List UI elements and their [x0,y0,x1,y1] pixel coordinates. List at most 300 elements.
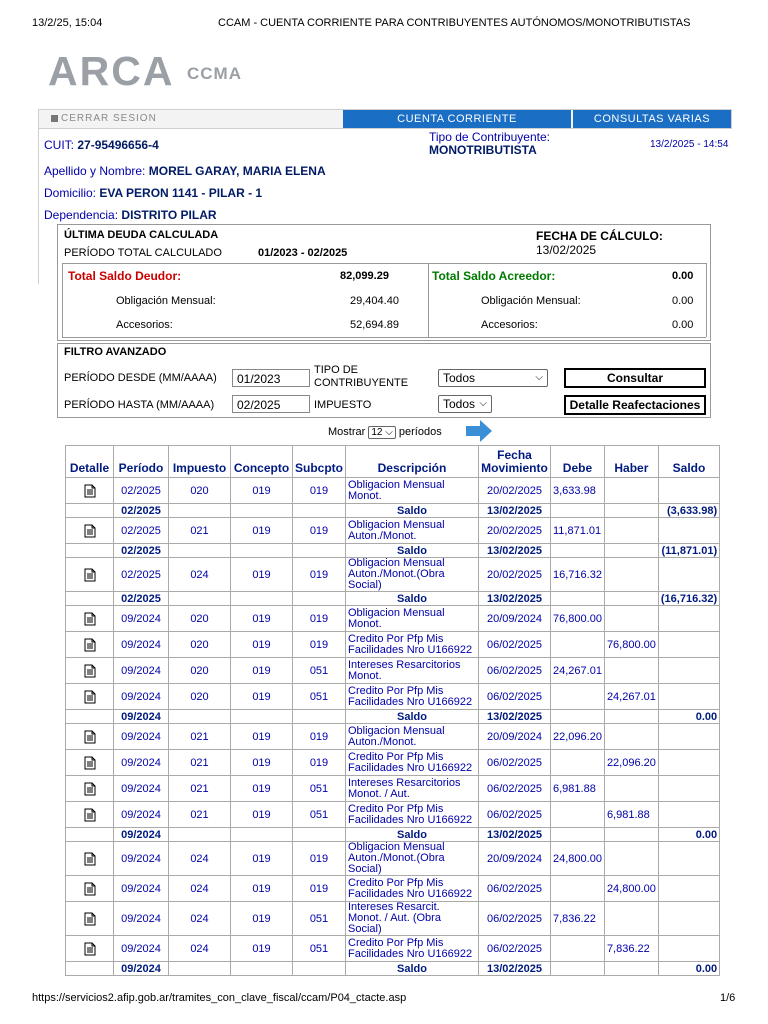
to-input[interactable]: 02/2025 [232,395,310,413]
cell-impuesto [169,962,231,976]
chevron-down-icon: ⌵ [385,427,393,438]
table-row [66,632,720,658]
cell-descripcion: Intereses Resarcit. Monot. / Aut. (Obra Social) [346,902,479,936]
cell-debe [551,592,605,606]
cell-fecha: 20/02/2025 [479,558,551,592]
cell-subcpto: 019 [293,606,346,632]
deudor-value: 82,099.29 [340,270,389,282]
cell-periodo: 09/2024 [114,658,169,684]
cell-debe [551,684,605,710]
cell-debe [551,504,605,518]
cell-concepto: 019 [231,606,293,632]
cell-periodo: 09/2024 [114,710,169,724]
cell-impuesto: 020 [169,478,231,504]
cell-descripcion: Credito Por Pfp Mis Facilidades Nro U166922 [346,684,479,710]
type-label: TIPO DE CONTRIBUYENTE [314,364,409,389]
cell-fecha: 06/02/2025 [479,658,551,684]
cell-saldo [658,684,719,710]
cell-debe: 24,800.00 [551,842,605,876]
cell-concepto [231,504,293,518]
cell-periodo: 09/2024 [114,876,169,902]
cell-debe [551,828,605,842]
cell-concepto: 019 [231,558,293,592]
debt-title: ÚLTIMA DEUDA CALCULADA [64,229,219,241]
cell-fecha: 20/02/2025 [479,478,551,504]
detail-doc-icon[interactable] [66,658,114,684]
cell-impuesto: 020 [169,684,231,710]
next-page-arrow-icon[interactable] [466,420,492,442]
acces-label-deudor: Accesorios: [116,319,173,331]
office-label: Dependencia: [44,208,119,222]
cell-impuesto: 020 [169,632,231,658]
oblig-acreedor-value: 0.00 [672,295,694,307]
cell-periodo: 09/2024 [114,750,169,776]
cell-descripcion: Credito Por Pfp Mis Facilidades Nro U166922 [346,876,479,902]
cell-haber [604,724,658,750]
cell-detalle [66,962,114,976]
cell-fecha: 13/02/2025 [479,962,551,976]
cell-periodo: 09/2024 [114,828,169,842]
cell-descripcion: Intereses Resarcitorios Monot. [346,658,479,684]
cell-descripcion: Saldo [346,962,479,976]
cell-haber [604,658,658,684]
table-row [66,750,720,776]
cell-concepto: 019 [231,658,293,684]
cell-subcpto: 019 [293,724,346,750]
debt-panel [57,224,711,341]
calc-date-label: FECHA DE CÁLCULO: [536,229,663,243]
table-row [66,842,720,876]
cell-descripcion: Credito Por Pfp Mis Facilidades Nro U166922 [346,802,479,828]
cell-impuesto: 024 [169,936,231,962]
table-row [66,936,720,962]
column-header: Haber [604,446,658,478]
ccma-logo: CCMA [187,64,242,83]
cell-haber [604,504,658,518]
cell-periodo: 09/2024 [114,632,169,658]
type-select[interactable] [438,369,548,387]
cell-impuesto: 021 [169,518,231,544]
detail-doc-icon[interactable] [66,842,114,876]
cell-descripcion: Obligacion Mensual Auton./Monot.(Obra Social) [346,842,479,876]
logout-icon [51,115,58,122]
cell-periodo: 09/2024 [114,936,169,962]
print-title: CCAM - CUENTA CORRIENTE PARA CONTRIBUYENTES AUTÓNOMOS/MONOTRIBUTISTAS [218,17,691,29]
cell-haber: 76,800.00 [604,632,658,658]
movements-table [65,445,720,976]
cell-subcpto: 019 [293,478,346,504]
acreedor-value: 0.00 [672,270,694,282]
top-nav [38,109,732,129]
tab-consultas-varias[interactable]: CONSULTAS VARIAS [573,110,731,128]
cell-descripcion: Credito Por Pfp Mis Facilidades Nro U166922 [346,936,479,962]
cell-subcpto: 051 [293,902,346,936]
cell-debe: 76,800.00 [551,606,605,632]
cell-saldo [658,606,719,632]
cell-concepto [231,592,293,606]
cell-detalle [66,592,114,606]
cell-descripcion: Intereses Resarcitorios Monot. / Aut. [346,776,479,802]
column-header: Impuesto [169,446,231,478]
cell-haber [604,828,658,842]
deudor-label: Total Saldo Deudor: [68,269,182,283]
tax-select-value: Todos [443,397,476,411]
consultar-button[interactable]: Consultar [564,368,706,388]
column-header: Descripción [346,446,479,478]
cell-debe: 11,871.01 [551,518,605,544]
acces-label-acreedor: Accesorios: [481,319,538,331]
name-row [44,164,326,178]
cell-descripcion: Saldo [346,544,479,558]
cell-saldo: (11,871.01) [658,544,719,558]
cell-concepto: 019 [231,776,293,802]
cell-concepto: 019 [231,684,293,710]
name-value: MOREL GARAY, MARIA ELENA [148,164,326,178]
cell-haber: 6,981.88 [604,802,658,828]
cell-impuesto [169,544,231,558]
cell-haber: 24,800.00 [604,876,658,902]
cell-fecha: 20/09/2024 [479,606,551,632]
cell-subcpto: 051 [293,658,346,684]
cell-subcpto [293,504,346,518]
tax-select[interactable] [438,395,492,413]
cell-concepto: 019 [231,478,293,504]
filter-panel [57,343,711,418]
cell-descripcion: Obligacion Mensual Monot. [346,606,479,632]
detail-doc-icon[interactable] [66,606,114,632]
cell-subcpto [293,592,346,606]
cell-saldo [658,658,719,684]
cell-saldo: (16,716.32) [658,592,719,606]
cell-concepto [231,710,293,724]
name-label: Apellido y Nombre: [44,164,146,178]
cuit-value: 27-95496656-4 [77,138,159,152]
detail-doc-icon[interactable] [66,518,114,544]
cell-periodo: 09/2024 [114,724,169,750]
cell-detalle [66,828,114,842]
cell-fecha: 13/02/2025 [479,504,551,518]
table-row [66,802,720,828]
cell-descripcion: Obligacion Mensual Monot. [346,478,479,504]
detail-doc-icon[interactable] [66,558,114,592]
saldo-row [66,710,720,724]
cell-haber [604,606,658,632]
detail-doc-icon[interactable] [66,902,114,936]
cell-fecha: 06/02/2025 [479,750,551,776]
cell-haber [604,592,658,606]
saldo-row [66,544,720,558]
acreedor-label: Total Saldo Acreedor: [432,269,556,283]
cell-impuesto: 020 [169,658,231,684]
oblig-label-deudor: Obligación Mensual: [116,295,216,307]
cell-debe: 16,716.32 [551,558,605,592]
cell-haber [604,518,658,544]
cell-saldo: 0.00 [658,710,719,724]
cell-fecha: 06/02/2025 [479,876,551,902]
column-header: Fecha Movimiento [479,446,551,478]
table-row [66,724,720,750]
cell-saldo [658,478,719,504]
cell-debe: 24,267.01 [551,658,605,684]
cell-concepto [231,962,293,976]
column-header: Subcpto [293,446,346,478]
cell-periodo: 09/2024 [114,802,169,828]
cell-debe [551,710,605,724]
office-row [44,208,217,222]
cell-detalle [66,504,114,518]
cell-fecha: 06/02/2025 [479,902,551,936]
cell-descripcion: Credito Por Pfp Mis Facilidades Nro U166922 [346,632,479,658]
logout-button[interactable] [39,110,341,128]
oblig-label-acreedor: Obligación Mensual: [481,295,581,307]
cell-fecha: 06/02/2025 [479,684,551,710]
cell-periodo: 09/2024 [114,684,169,710]
cell-saldo [658,902,719,936]
cell-impuesto [169,592,231,606]
period-value: 01/2023 - 02/2025 [258,247,348,259]
table-row [66,684,720,710]
pager-suffix: períodos [398,426,442,438]
column-header: Saldo [658,446,719,478]
cell-fecha: 06/02/2025 [479,632,551,658]
address-value: EVA PERON 1141 - PILAR - 1 [99,186,263,200]
cell-periodo: 09/2024 [114,776,169,802]
cell-fecha: 06/02/2025 [479,802,551,828]
cell-concepto [231,544,293,558]
print-page: 1/6 [720,992,736,1004]
cell-debe [551,632,605,658]
arca-logo: ARCA [48,48,175,94]
cell-saldo [658,724,719,750]
cell-periodo: 02/2025 [114,544,169,558]
address-row [44,186,262,200]
cell-subcpto [293,544,346,558]
table-header [66,446,720,478]
cell-saldo [658,876,719,902]
cell-concepto: 019 [231,842,293,876]
logout-label: CERRAR SESION [61,113,157,124]
cell-haber: 22,096.20 [604,750,658,776]
left-border [38,109,39,284]
cuit-row [44,138,159,152]
detail-doc-icon[interactable] [66,632,114,658]
cell-fecha: 20/02/2025 [479,518,551,544]
cell-periodo: 02/2025 [114,504,169,518]
cell-periodo: 02/2025 [114,592,169,606]
type-select-value: Todos [443,371,476,385]
tax-label: IMPUESTO [314,399,372,411]
cell-fecha: 13/02/2025 [479,592,551,606]
cell-fecha: 13/02/2025 [479,828,551,842]
cuit-label: CUIT: [44,138,74,152]
cell-periodo: 02/2025 [114,558,169,592]
cell-saldo [658,632,719,658]
cell-debe: 6,981.88 [551,776,605,802]
detail-doc-icon[interactable] [66,478,114,504]
cell-subcpto [293,962,346,976]
cell-haber [604,544,658,558]
cell-debe [551,962,605,976]
cell-concepto: 019 [231,802,293,828]
cell-periodo: 02/2025 [114,478,169,504]
cell-concepto: 019 [231,750,293,776]
acces-deudor-value: 52,694.89 [350,319,399,331]
cell-haber [604,478,658,504]
cell-saldo [658,802,719,828]
cell-impuesto: 021 [169,776,231,802]
pager-count-select[interactable] [368,426,396,439]
cell-detalle [66,544,114,558]
cell-impuesto [169,710,231,724]
from-label: PERÍODO DESDE (MM/AAAA) [64,372,217,384]
print-url: https://servicios2.afip.gob.ar/tramites_con_clave_fiscal/ccam/P04_ctacte.asp [32,992,407,1004]
cell-descripcion: Obligacion Mensual Auton./Monot.(Obra Social) [346,558,479,592]
cell-impuesto [169,828,231,842]
oblig-deudor-value: 29,404.40 [350,295,399,307]
table-row [66,658,720,684]
cell-impuesto [169,504,231,518]
saldo-row [66,504,720,518]
office-value: DISTRITO PILAR [121,208,217,222]
cell-subcpto: 051 [293,802,346,828]
cell-debe [551,876,605,902]
column-header: Período [114,446,169,478]
detail-doc-icon[interactable] [66,876,114,902]
detail-doc-icon[interactable] [66,776,114,802]
cell-subcpto [293,828,346,842]
saldo-row [66,592,720,606]
cell-periodo: 09/2024 [114,962,169,976]
print-datetime: 13/2/25, 15:04 [32,17,103,29]
cell-haber [604,842,658,876]
cell-fecha: 20/09/2024 [479,724,551,750]
cell-debe: 22,096.20 [551,724,605,750]
cell-descripcion: Obligacion Mensual Auton./Monot. [346,518,479,544]
cell-impuesto: 021 [169,750,231,776]
cell-fecha: 06/02/2025 [479,936,551,962]
cell-concepto: 019 [231,876,293,902]
tipo-contribuyente [429,131,550,157]
cell-fecha: 20/09/2024 [479,842,551,876]
saldo-row [66,962,720,976]
column-header: Debe [551,446,605,478]
table-row [66,606,720,632]
cell-periodo: 09/2024 [114,842,169,876]
cell-periodo: 09/2024 [114,902,169,936]
cell-impuesto: 024 [169,842,231,876]
table-row [66,478,720,504]
cell-detalle [66,710,114,724]
cell-concepto: 019 [231,936,293,962]
cell-subcpto: 019 [293,518,346,544]
cell-descripcion: Credito Por Pfp Mis Facilidades Nro U166922 [346,750,479,776]
cell-saldo [658,936,719,962]
cell-concepto [231,828,293,842]
detalle-reafectaciones-button[interactable]: Detalle Reafectaciones [564,395,706,415]
pager-show-label: Mostrar [328,426,366,438]
table-row [66,518,720,544]
detail-doc-icon[interactable] [66,684,114,710]
cell-saldo: 0.00 [658,962,719,976]
cell-periodo: 02/2025 [114,518,169,544]
cell-debe: 3,633.98 [551,478,605,504]
session-timestamp: 13/2/2025 - 14:54 [650,139,729,150]
cell-impuesto: 024 [169,902,231,936]
to-label: PERÍODO HASTA (MM/AAAA) [64,399,215,411]
table-row [66,558,720,592]
cell-subcpto: 019 [293,842,346,876]
tab-cuenta-corriente[interactable]: CUENTA CORRIENTE [343,110,571,128]
chevron-down-icon: ⌵ [535,372,543,383]
cell-subcpto: 019 [293,750,346,776]
cell-subcpto: 019 [293,558,346,592]
column-header: Detalle [66,446,114,478]
cell-haber [604,558,658,592]
tipo-label: Tipo de Contribuyente: [429,130,550,144]
cell-descripcion: Saldo [346,828,479,842]
table-row [66,776,720,802]
cell-debe [551,750,605,776]
tipo-value: MONOTRIBUTISTA [429,143,537,157]
table-row [66,876,720,902]
cell-subcpto: 051 [293,776,346,802]
calc-date [536,229,710,257]
cell-saldo: 0.00 [658,828,719,842]
detail-doc-icon[interactable] [66,724,114,750]
calc-date-value: 13/02/2025 [536,243,597,257]
cell-subcpto: 019 [293,632,346,658]
cell-saldo: (3,633.98) [658,504,719,518]
detail-doc-icon[interactable] [66,750,114,776]
cell-haber [604,902,658,936]
cell-debe [551,936,605,962]
cell-debe [551,544,605,558]
acces-acreedor-value: 0.00 [672,319,694,331]
cell-descripcion: Saldo [346,592,479,606]
cell-haber: 24,267.01 [604,684,658,710]
cell-concepto: 019 [231,724,293,750]
cell-impuesto: 024 [169,876,231,902]
saldo-row [66,828,720,842]
cell-descripcion: Saldo [346,504,479,518]
cell-saldo [658,842,719,876]
cell-subcpto [293,710,346,724]
pager-count-value: 12 [371,427,383,438]
detail-doc-icon[interactable] [66,802,114,828]
cell-concepto: 019 [231,632,293,658]
detail-doc-icon[interactable] [66,936,114,962]
cell-saldo [658,776,719,802]
cell-saldo [658,518,719,544]
cell-concepto: 019 [231,902,293,936]
cell-fecha: 13/02/2025 [479,544,551,558]
filter-title: FILTRO AVANZADO [64,346,167,358]
cell-debe: 7,836.22 [551,902,605,936]
cell-haber: 7,836.22 [604,936,658,962]
column-header: Concepto [231,446,293,478]
cell-fecha: 06/02/2025 [479,776,551,802]
pager [328,426,442,439]
cell-haber [604,710,658,724]
cell-fecha: 13/02/2025 [479,710,551,724]
cell-descripcion: Saldo [346,710,479,724]
cell-subcpto: 051 [293,936,346,962]
cell-haber [604,776,658,802]
table-row [66,902,720,936]
from-input[interactable]: 01/2023 [232,369,310,387]
cell-saldo [658,558,719,592]
cell-impuesto: 021 [169,724,231,750]
